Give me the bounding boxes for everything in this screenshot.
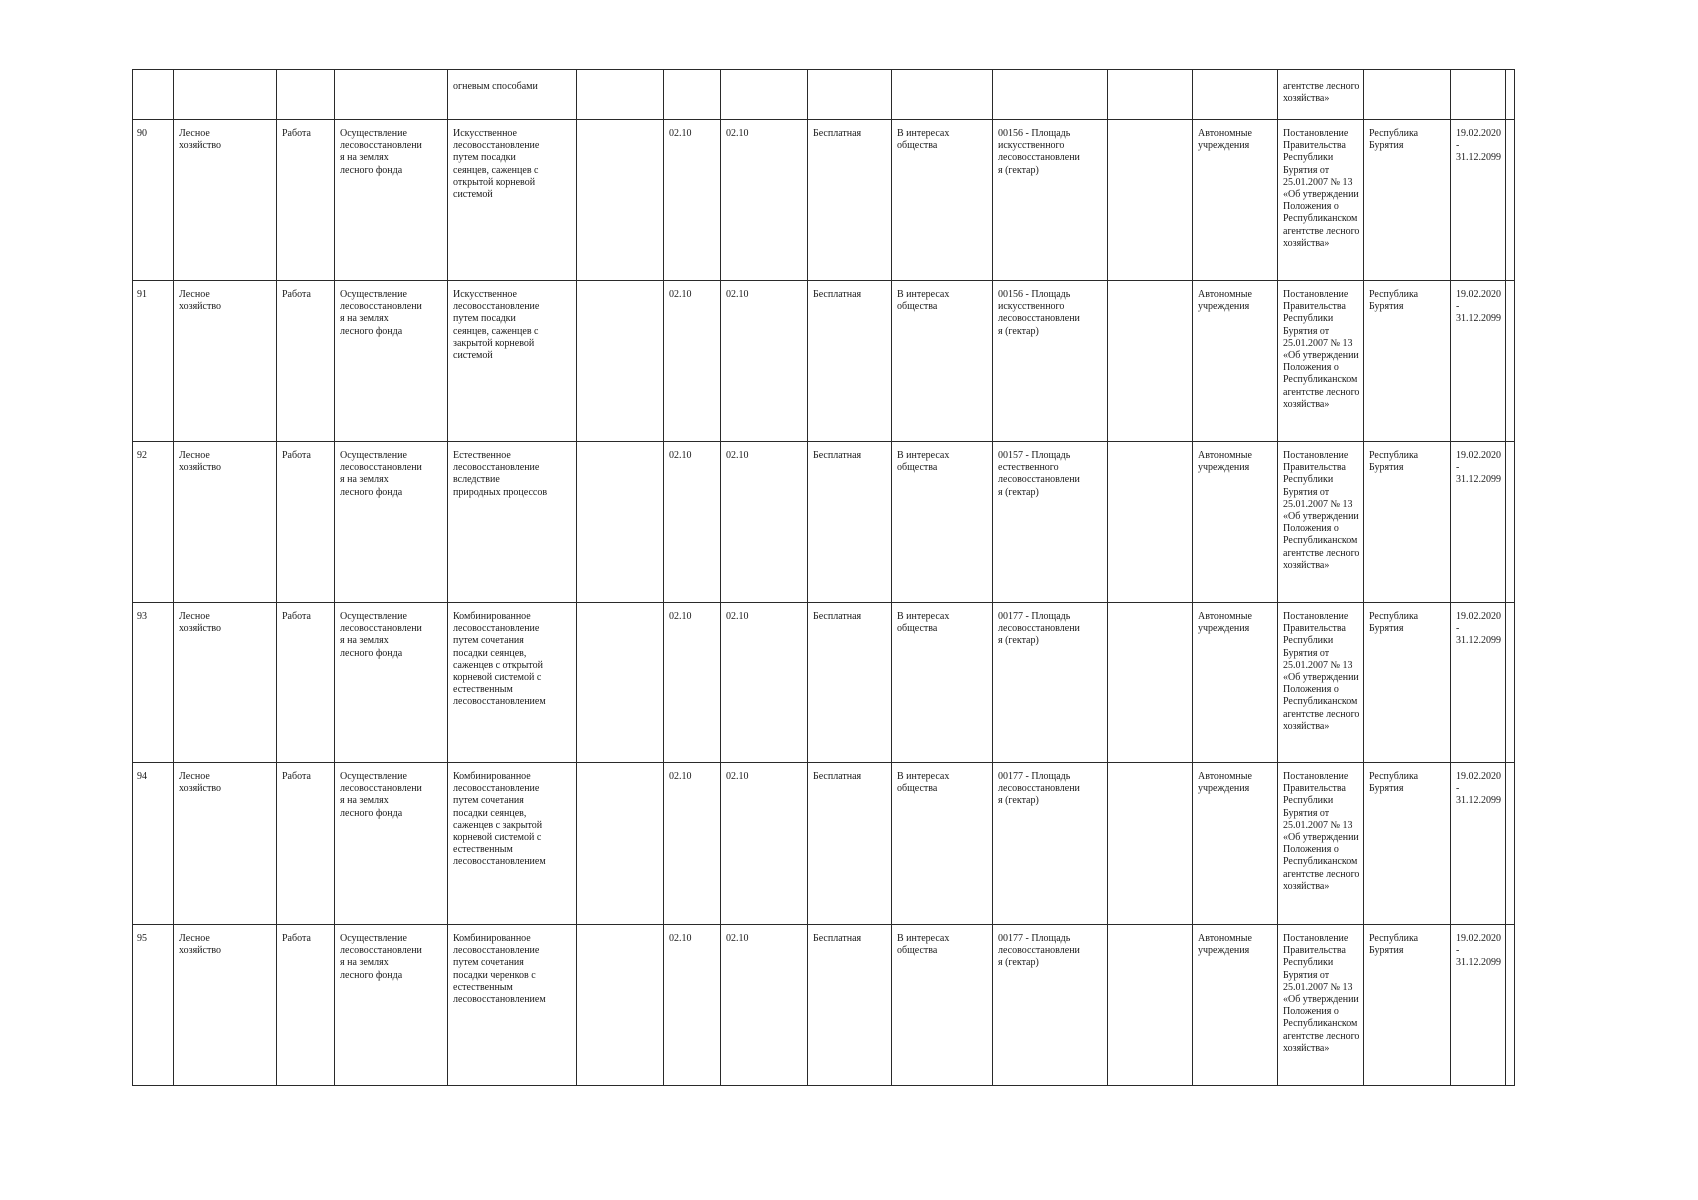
cell-payment: Бесплатная — [808, 442, 892, 603]
cell-region: Республика Бурятия — [1364, 120, 1451, 281]
table-row — [133, 120, 1515, 281]
cell-type: Комбинированное лесовосстановление путем сочетания посадки черенков с естественным лесовосстановлением — [448, 925, 577, 1086]
cell-payment: Бесплатная — [808, 925, 892, 1086]
cell-region: Республика Бурятия — [1364, 603, 1451, 763]
cell-type: Искусственное лесовосстановление путем посадки сеянцев, саженцев с открытой корневой системой — [448, 120, 577, 281]
cell-type: Комбинированное лесовосстановление путем сочетания посадки сеянцев, саженцев с открытой корневой системой с естественным лесовосстановлением — [448, 603, 577, 763]
cell-period: 19.02.2020 - 31.12.2099 — [1451, 281, 1506, 442]
cell-empty-2 — [1108, 925, 1193, 1086]
cell-num: 94 — [133, 763, 174, 925]
cell-activity: Осуществление лесовосстановлени я на землях лесного фонда — [335, 763, 448, 925]
cell-num: 90 — [133, 120, 174, 281]
cell-kind: Работа — [277, 925, 335, 1086]
cell-interest: В интересах общества — [892, 281, 993, 442]
cell-empty-1 — [577, 925, 664, 1086]
cell-period: 19.02.2020 - 31.12.2099 — [1451, 763, 1506, 925]
cell-kind: Работа — [277, 120, 335, 281]
cell-type: Комбинированное лесовосстановление путем сочетания посадки сеянцев, саженцев с закрытой корневой системой с естественным лесовосстановлением — [448, 763, 577, 925]
cell-empty-3 — [1506, 925, 1515, 1086]
cell-region: Республика Бурятия — [1364, 281, 1451, 442]
cell-payment: Бесплатная — [808, 120, 892, 281]
cell-region: Республика Бурятия — [1364, 925, 1451, 1086]
cell-institutions: Автономные учреждения — [1193, 763, 1278, 925]
cell-empty-1 — [577, 763, 664, 925]
cell-period: 19.02.2020 - 31.12.2099 — [1451, 603, 1506, 763]
cell-interest: В интересах общества — [892, 763, 993, 925]
cell-empty-2 — [1108, 763, 1193, 925]
cell-legal-basis: Постановление Правительства Республики Бурятия от 25.01.2007 № 13 «Об утверждении Положения о Республиканском агентстве лесного хозяйства» — [1278, 925, 1364, 1086]
cell-legal-basis: Постановление Правительства Республики Бурятия от 25.01.2007 № 13 «Об утверждении Положения о Республиканском агентстве лесного хозяйства» — [1278, 120, 1364, 281]
table-row — [133, 763, 1515, 925]
cell-empty-2 — [1108, 442, 1193, 603]
cell-kind: Работа — [277, 603, 335, 763]
table-row — [133, 603, 1515, 763]
cell-code-2: 02.10 — [721, 120, 808, 281]
cell-empty-2 — [1108, 70, 1193, 120]
cell-activity: Осуществление лесовосстановлени я на землях лесного фонда — [335, 120, 448, 281]
cell-payment: Бесплатная — [808, 603, 892, 763]
cell-empty-2 — [1108, 281, 1193, 442]
cell-num: 93 — [133, 603, 174, 763]
cell-institutions: Автономные учреждения — [1193, 120, 1278, 281]
cell-legal-basis: Постановление Правительства Республики Бурятия от 25.01.2007 № 13 «Об утверждении Положения о Республиканском агентстве лесного хозяйства» — [1278, 763, 1364, 925]
cell-code-1: 02.10 — [664, 925, 721, 1086]
cell-empty-2 — [1108, 603, 1193, 763]
cell-type: Естественное лесовосстановление вследствие природных процессов — [448, 442, 577, 603]
cell-indicator — [993, 70, 1108, 120]
cell-period: 19.02.2020 - 31.12.2099 — [1451, 925, 1506, 1086]
cell-legal-basis: Постановление Правительства Республики Бурятия от 25.01.2007 № 13 «Об утверждении Положения о Республиканском агентстве лесного хозяйства» — [1278, 603, 1364, 763]
cell-empty-3 — [1506, 70, 1515, 120]
cell-indicator: 00156 - Площадь искусственного лесовосстановлени я (гектар) — [993, 120, 1108, 281]
table-row — [133, 281, 1515, 442]
cell-sector: Лесное хозяйство — [174, 603, 277, 763]
cell-interest: В интересах общества — [892, 442, 993, 603]
cell-code-1: 02.10 — [664, 763, 721, 925]
cell-institutions: Автономные учреждения — [1193, 281, 1278, 442]
cell-sector: Лесное хозяйство — [174, 925, 277, 1086]
cell-payment — [808, 70, 892, 120]
cell-indicator: 00157 - Площадь естественного лесовосстановлени я (гектар) — [993, 442, 1108, 603]
cell-num — [133, 70, 174, 120]
cell-interest — [892, 70, 993, 120]
cell-legal-basis: Постановление Правительства Республики Бурятия от 25.01.2007 № 13 «Об утверждении Положения о Республиканском агентстве лесного хозяйства» — [1278, 442, 1364, 603]
cell-empty-3 — [1506, 603, 1515, 763]
cell-institutions: Автономные учреждения — [1193, 603, 1278, 763]
cell-institutions: Автономные учреждения — [1193, 925, 1278, 1086]
cell-kind: Работа — [277, 442, 335, 603]
cell-empty-1 — [577, 281, 664, 442]
cell-legal-basis: Постановление Правительства Республики Бурятия от 25.01.2007 № 13 «Об утверждении Положения о Республиканском агентстве лесного хозяйства» — [1278, 281, 1364, 442]
cell-empty-2 — [1108, 120, 1193, 281]
cell-code-2: 02.10 — [721, 442, 808, 603]
cell-code-1 — [664, 70, 721, 120]
cell-code-2: 02.10 — [721, 763, 808, 925]
cell-period: 19.02.2020 - 31.12.2099 — [1451, 120, 1506, 281]
cell-kind: Работа — [277, 763, 335, 925]
cell-activity: Осуществление лесовосстановлени я на землях лесного фонда — [335, 281, 448, 442]
cell-payment: Бесплатная — [808, 281, 892, 442]
cell-period — [1451, 70, 1506, 120]
cell-payment: Бесплатная — [808, 763, 892, 925]
cell-type: Искусственное лесовосстановление путем посадки сеянцев, саженцев с закрытой корневой системой — [448, 281, 577, 442]
cell-code-2 — [721, 70, 808, 120]
cell-region — [1364, 70, 1451, 120]
cell-empty-3 — [1506, 763, 1515, 925]
cell-interest: В интересах общества — [892, 120, 993, 281]
cell-num: 91 — [133, 281, 174, 442]
cell-kind — [277, 70, 335, 120]
cell-interest: В интересах общества — [892, 925, 993, 1086]
cell-sector — [174, 70, 277, 120]
cell-sector: Лесное хозяйство — [174, 281, 277, 442]
cell-code-1: 02.10 — [664, 442, 721, 603]
cell-type: огневым способами — [448, 70, 577, 120]
cell-legal-basis: агентстве лесного хозяйства» — [1278, 70, 1364, 120]
cell-empty-1 — [577, 442, 664, 603]
cell-period: 19.02.2020 - 31.12.2099 — [1451, 442, 1506, 603]
table-row — [133, 442, 1515, 603]
cell-kind: Работа — [277, 281, 335, 442]
cell-institutions: Автономные учреждения — [1193, 442, 1278, 603]
registry-table — [132, 69, 1515, 1086]
cell-code-2: 02.10 — [721, 281, 808, 442]
cell-activity — [335, 70, 448, 120]
cell-empty-3 — [1506, 120, 1515, 281]
cell-activity: Осуществление лесовосстановлени я на землях лесного фонда — [335, 603, 448, 763]
cell-sector: Лесное хозяйство — [174, 442, 277, 603]
cell-institutions — [1193, 70, 1278, 120]
cell-indicator: 00177 - Площадь лесовосстановлени я (гектар) — [993, 603, 1108, 763]
cell-indicator: 00177 - Площадь лесовосстановлени я (гектар) — [993, 925, 1108, 1086]
cell-num: 95 — [133, 925, 174, 1086]
cell-empty-1 — [577, 120, 664, 281]
cell-empty-1 — [577, 603, 664, 763]
cell-indicator: 00156 - Площадь искусственного лесовосстановлени я (гектар) — [993, 281, 1108, 442]
cell-empty-1 — [577, 70, 664, 120]
cell-interest: В интересах общества — [892, 603, 993, 763]
cell-region: Республика Бурятия — [1364, 442, 1451, 603]
cell-region: Республика Бурятия — [1364, 763, 1451, 925]
cell-activity: Осуществление лесовосстановлени я на землях лесного фонда — [335, 925, 448, 1086]
cell-sector: Лесное хозяйство — [174, 120, 277, 281]
cell-sector: Лесное хозяйство — [174, 763, 277, 925]
cell-code-1: 02.10 — [664, 281, 721, 442]
cell-activity: Осуществление лесовосстановлени я на землях лесного фонда — [335, 442, 448, 603]
table-row-continuation — [133, 70, 1515, 120]
cell-code-2: 02.10 — [721, 925, 808, 1086]
cell-code-1: 02.10 — [664, 120, 721, 281]
cell-code-1: 02.10 — [664, 603, 721, 763]
cell-empty-3 — [1506, 442, 1515, 603]
cell-indicator: 00177 - Площадь лесовосстановлени я (гектар) — [993, 763, 1108, 925]
cell-empty-3 — [1506, 281, 1515, 442]
cell-num: 92 — [133, 442, 174, 603]
table-row — [133, 925, 1515, 1086]
cell-code-2: 02.10 — [721, 603, 808, 763]
